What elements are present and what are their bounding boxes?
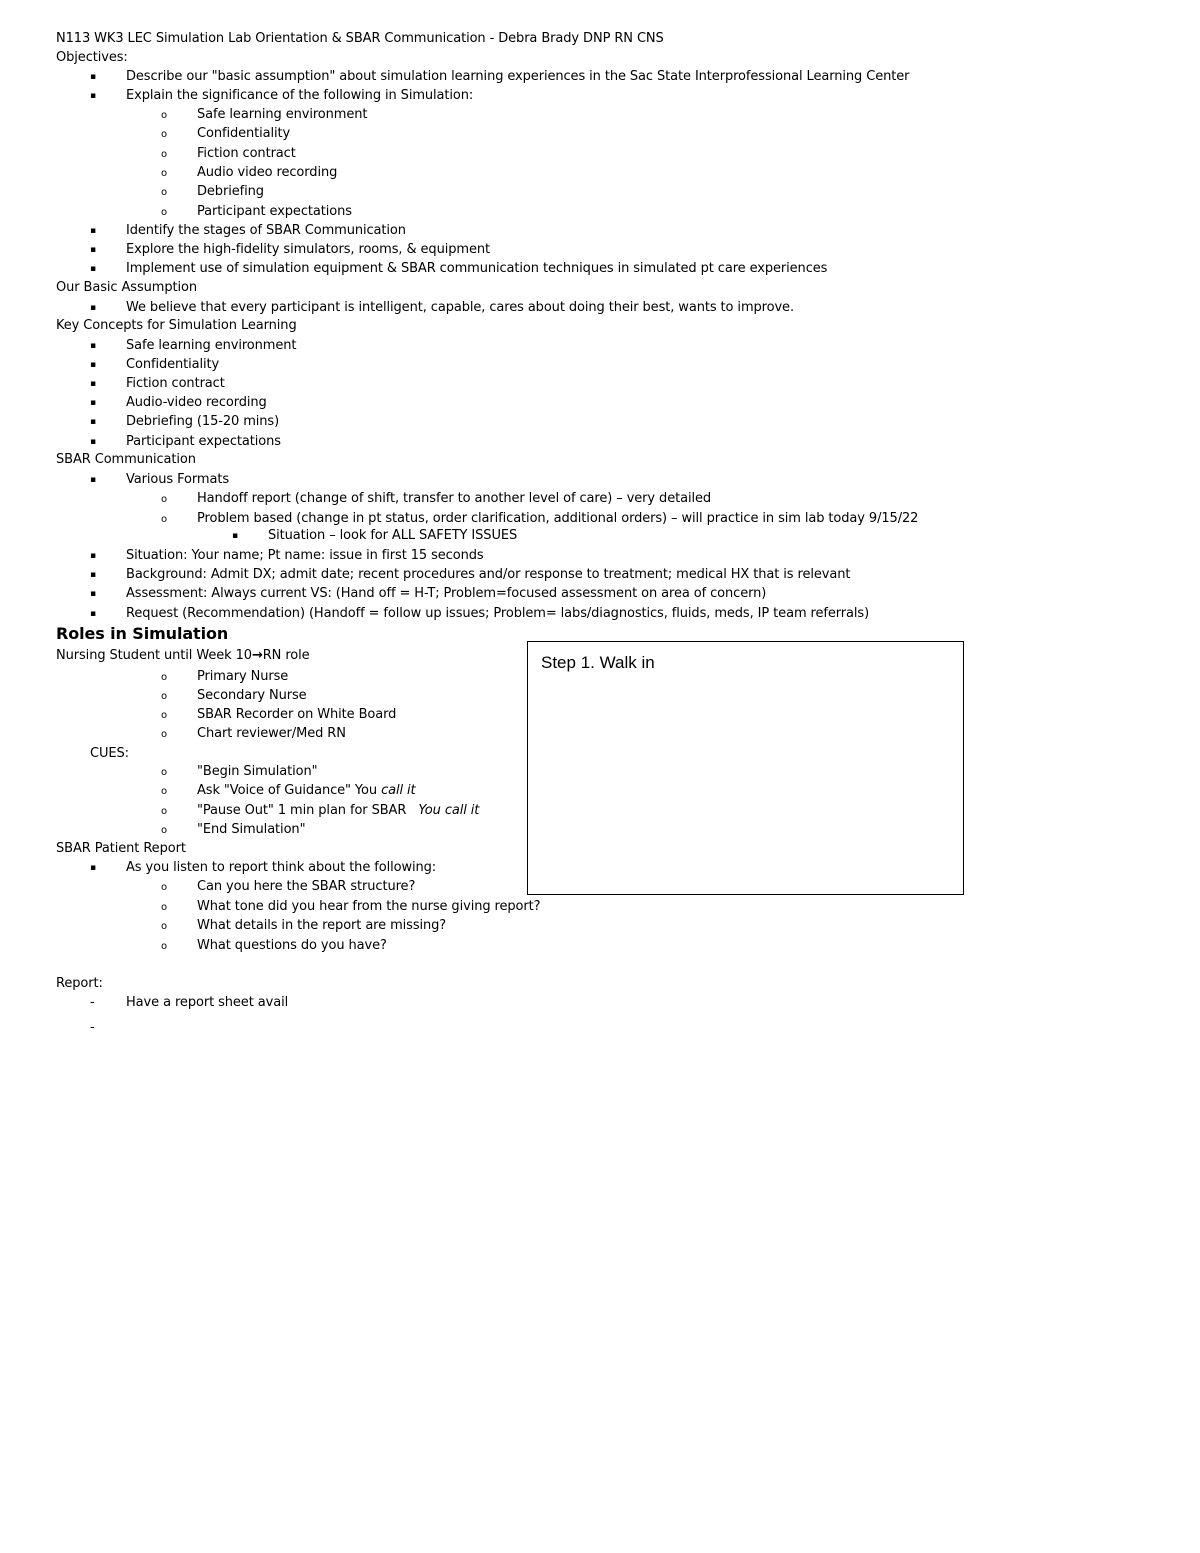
circle-bullet: o	[161, 902, 168, 913]
circle-bullet: o	[161, 729, 168, 740]
patient-report-item: What details in the report are missing?	[197, 918, 447, 933]
circle-bullet: o	[161, 882, 168, 893]
cues-label: CUES:	[90, 746, 129, 761]
objective-item: Identify the stages of SBAR Communication	[126, 223, 406, 238]
key-concept-item: Fiction contract	[126, 376, 225, 391]
role-item: Chart reviewer/Med RN	[197, 726, 346, 741]
circle-bullet: o	[161, 710, 168, 721]
key-concept-item: Audio-video recording	[126, 395, 267, 410]
roles-heading: Roles in Simulation	[56, 624, 229, 643]
objective-item: Explain the significance of the following in Simulation:	[126, 88, 474, 103]
circle-bullet: o	[161, 767, 168, 778]
sbar-item: Request (Recommendation) (Handoff = follow up issues; Problem= labs/diagnostics, fluids, meds, IP team referrals)	[126, 606, 870, 621]
roles-rn-text: RN role	[262, 648, 310, 663]
objective-subitem: Confidentiality	[197, 126, 291, 141]
sbar-item: Situation: Your name; Pt name: issue in first 15 seconds	[126, 548, 484, 563]
circle-bullet: o	[161, 110, 168, 121]
key-concept-item: Safe learning environment	[126, 338, 297, 353]
objective-subitem: Debriefing	[197, 184, 264, 199]
sbar-item: Assessment: Always current VS: (Hand off = H-T; Problem=focused assessment on area of concern)	[126, 586, 767, 601]
sbar-format-item: Handoff report (change of shift, transfer to another level of care) – very detailed	[197, 491, 712, 506]
cue-item	[197, 781, 416, 800]
report-heading: Report:	[56, 976, 103, 991]
cue-text: Ask "Voice of Guidance" You	[197, 783, 382, 798]
square-bullet: ▪	[90, 341, 96, 351]
circle-bullet: o	[161, 786, 168, 797]
step-box-title: Step 1. Walk in	[541, 653, 655, 672]
objective-subitem: Fiction contract	[197, 146, 296, 161]
patient-report-item: What questions do you have?	[197, 938, 387, 953]
circle-bullet: o	[161, 168, 168, 179]
cue-text: "Pause Out" 1 min plan for SBAR	[197, 803, 419, 818]
sbar-heading: SBAR Communication	[56, 452, 196, 467]
sbar-situation-subitem: Situation – look for ALL SAFETY ISSUES	[268, 528, 518, 543]
circle-bullet: o	[161, 207, 168, 218]
patient-report-item: What tone did you hear from the nurse giving report?	[197, 899, 541, 914]
square-bullet: ▪	[90, 245, 96, 255]
step-text-box	[527, 641, 964, 895]
sbar-formats-label: Various Formats	[126, 472, 229, 487]
roles-nursing-text: Nursing Student until Week 10	[56, 648, 252, 663]
square-bullet: ▪	[90, 437, 96, 447]
circle-bullet: o	[161, 672, 168, 683]
circle-bullet: o	[161, 921, 168, 932]
square-bullet: ▪	[90, 609, 96, 619]
dash-bullet: -	[90, 1020, 95, 1035]
square-bullet: ▪	[90, 360, 96, 370]
role-item: Primary Nurse	[197, 669, 289, 684]
square-bullet: ▪	[90, 475, 96, 485]
square-bullet: ▪	[90, 226, 96, 236]
dash-bullet: -	[90, 995, 95, 1010]
circle-bullet: o	[161, 691, 168, 702]
role-item: Secondary Nurse	[197, 688, 307, 703]
circle-bullet: o	[161, 941, 168, 952]
square-bullet: ▪	[90, 91, 96, 101]
sbar-item: Background: Admit DX; admit date; recent procedures and/or response to treatment; medical HX that is relevant	[126, 567, 851, 582]
square-bullet: ▪	[90, 379, 96, 389]
arrow-right-icon: →	[251, 648, 263, 663]
circle-bullet: o	[161, 187, 168, 198]
circle-bullet: o	[161, 494, 168, 505]
circle-bullet: o	[161, 149, 168, 160]
square-bullet: ▪	[90, 551, 96, 561]
objective-subitem: Participant expectations	[197, 204, 352, 219]
patient-report-heading: SBAR Patient Report	[56, 841, 186, 856]
key-concept-item: Confidentiality	[126, 357, 220, 372]
sbar-format-item: Problem based (change in pt status, order clarification, additional orders) – will practice in sim lab today 9/15/22	[197, 511, 919, 526]
assumption-item: We believe that every participant is intelligent, capable, cares about doing their best, wants to improve.	[126, 300, 794, 315]
circle-bullet: o	[161, 825, 168, 836]
cue-emphasis: You call it	[418, 803, 480, 818]
objectives-heading: Objectives:	[56, 50, 128, 65]
circle-bullet: o	[161, 514, 168, 525]
square-bullet: ▪	[90, 570, 96, 580]
cue-item: "End Simulation"	[197, 822, 306, 837]
roles-nursing-line	[56, 646, 310, 665]
square-bullet: ▪	[90, 264, 96, 274]
report-item: Have a report sheet avail	[126, 995, 289, 1010]
patient-report-intro: As you listen to report think about the following:	[126, 860, 437, 875]
square-bullet: ▪	[90, 398, 96, 408]
objective-subitem: Safe learning environment	[197, 107, 368, 122]
document-title: N113 WK3 LEC Simulation Lab Orientation & SBAR Communication - Debra Brady DNP RN CNS	[56, 31, 664, 46]
objective-item: Implement use of simulation equipment & SBAR communication techniques in simulated pt care experiences	[126, 261, 828, 276]
square-bullet: ▪	[90, 417, 96, 427]
cue-emphasis: call it	[381, 783, 416, 798]
square-bullet: ▪	[232, 531, 238, 541]
circle-bullet: o	[161, 806, 168, 817]
patient-report-item: Can you here the SBAR structure?	[197, 879, 416, 894]
key-concept-item: Debriefing (15-20 mins)	[126, 414, 280, 429]
cue-item	[197, 801, 479, 820]
key-concepts-heading: Key Concepts for Simulation Learning	[56, 318, 297, 333]
cue-item: "Begin Simulation"	[197, 764, 318, 779]
objective-item: Describe our "basic assumption" about simulation learning experiences in the Sac State Interprofessional Learning Center	[126, 69, 910, 84]
objective-subitem: Audio video recording	[197, 165, 338, 180]
square-bullet: ▪	[90, 72, 96, 82]
square-bullet: ▪	[90, 303, 96, 313]
assumption-heading: Our Basic Assumption	[56, 280, 197, 295]
circle-bullet: o	[161, 129, 168, 140]
objective-item: Explore the high-fidelity simulators, rooms, & equipment	[126, 242, 490, 257]
key-concept-item: Participant expectations	[126, 434, 281, 449]
role-item: SBAR Recorder on White Board	[197, 707, 397, 722]
square-bullet: ▪	[90, 863, 96, 873]
square-bullet: ▪	[90, 589, 96, 599]
